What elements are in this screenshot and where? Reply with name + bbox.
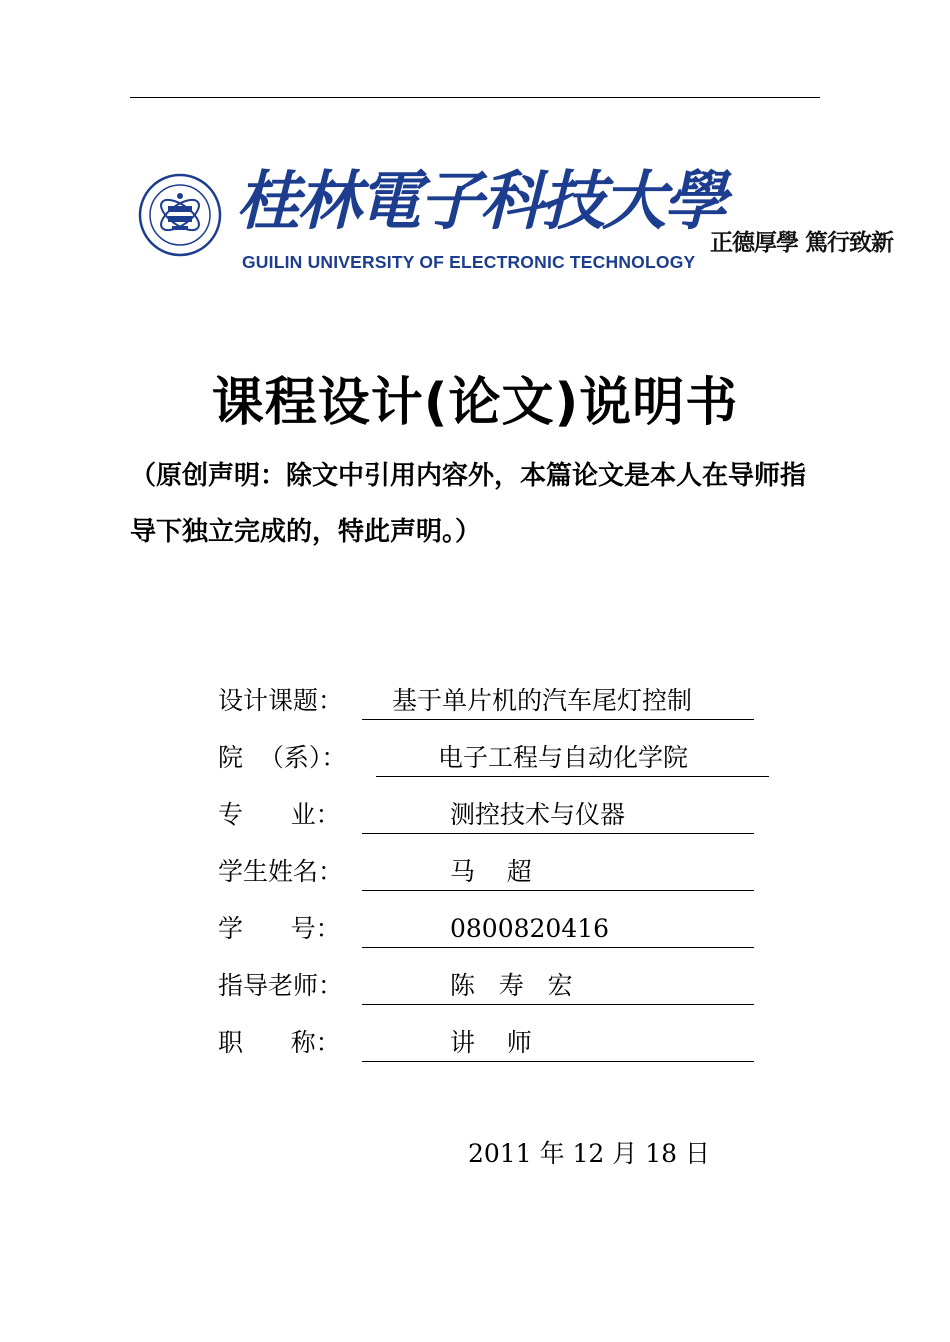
top-rule — [130, 97, 820, 98]
title-label: 职 称： — [218, 1028, 341, 1057]
name-row — [218, 849, 778, 906]
university-name-cn: 桂林電子科技大學 — [236, 165, 724, 239]
major-label: 专 业： — [218, 800, 341, 829]
topic-label: 设计课题： — [218, 686, 344, 715]
id-label: 学 号： — [218, 914, 341, 943]
id-underline — [362, 947, 754, 948]
university-motto: 正德厚學 篤行致新 — [710, 230, 894, 256]
dept-value: 电子工程与自动化学院 — [438, 743, 689, 772]
id-row — [218, 906, 778, 963]
advisor-label: 指导老师： — [218, 971, 344, 1000]
topic-underline — [362, 719, 754, 720]
info-form — [218, 678, 778, 1077]
name-label: 学生姓名： — [218, 857, 344, 886]
dept-label: 院 （系）： — [218, 743, 347, 772]
topic-value: 基于单片机的汽车尾灯控制 — [392, 686, 693, 715]
originality-declaration: （原创声明：除文中引用内容外，本篇论文是本人在导师指导下独立完成的，特此声明。） — [130, 461, 807, 547]
advisor-underline — [362, 1004, 754, 1005]
university-emblem-icon — [138, 150, 222, 280]
university-name-en: GUILIN UNIVERSITY OF ELECTRONIC TECHNOLOGY — [242, 252, 696, 272]
topic-row — [218, 678, 778, 735]
name-value: 马 超 — [450, 857, 532, 886]
title-row — [218, 1020, 778, 1077]
dept-row — [218, 735, 778, 792]
major-value: 测控技术与仪器 — [450, 800, 626, 829]
major-underline — [362, 833, 754, 834]
advisor-value: 陈 寿 宏 — [450, 971, 573, 1000]
document-date: 2011 年 12 月 18 日 — [468, 1139, 710, 1168]
dept-underline — [376, 776, 769, 777]
name-underline — [362, 890, 754, 891]
document-title: 课程设计(论文)说明书 — [211, 373, 739, 433]
major-row — [218, 792, 778, 849]
id-value: 0800820416 — [450, 914, 610, 943]
title-underline — [362, 1061, 754, 1062]
title-value: 讲 师 — [450, 1028, 532, 1057]
advisor-row — [218, 963, 778, 1020]
